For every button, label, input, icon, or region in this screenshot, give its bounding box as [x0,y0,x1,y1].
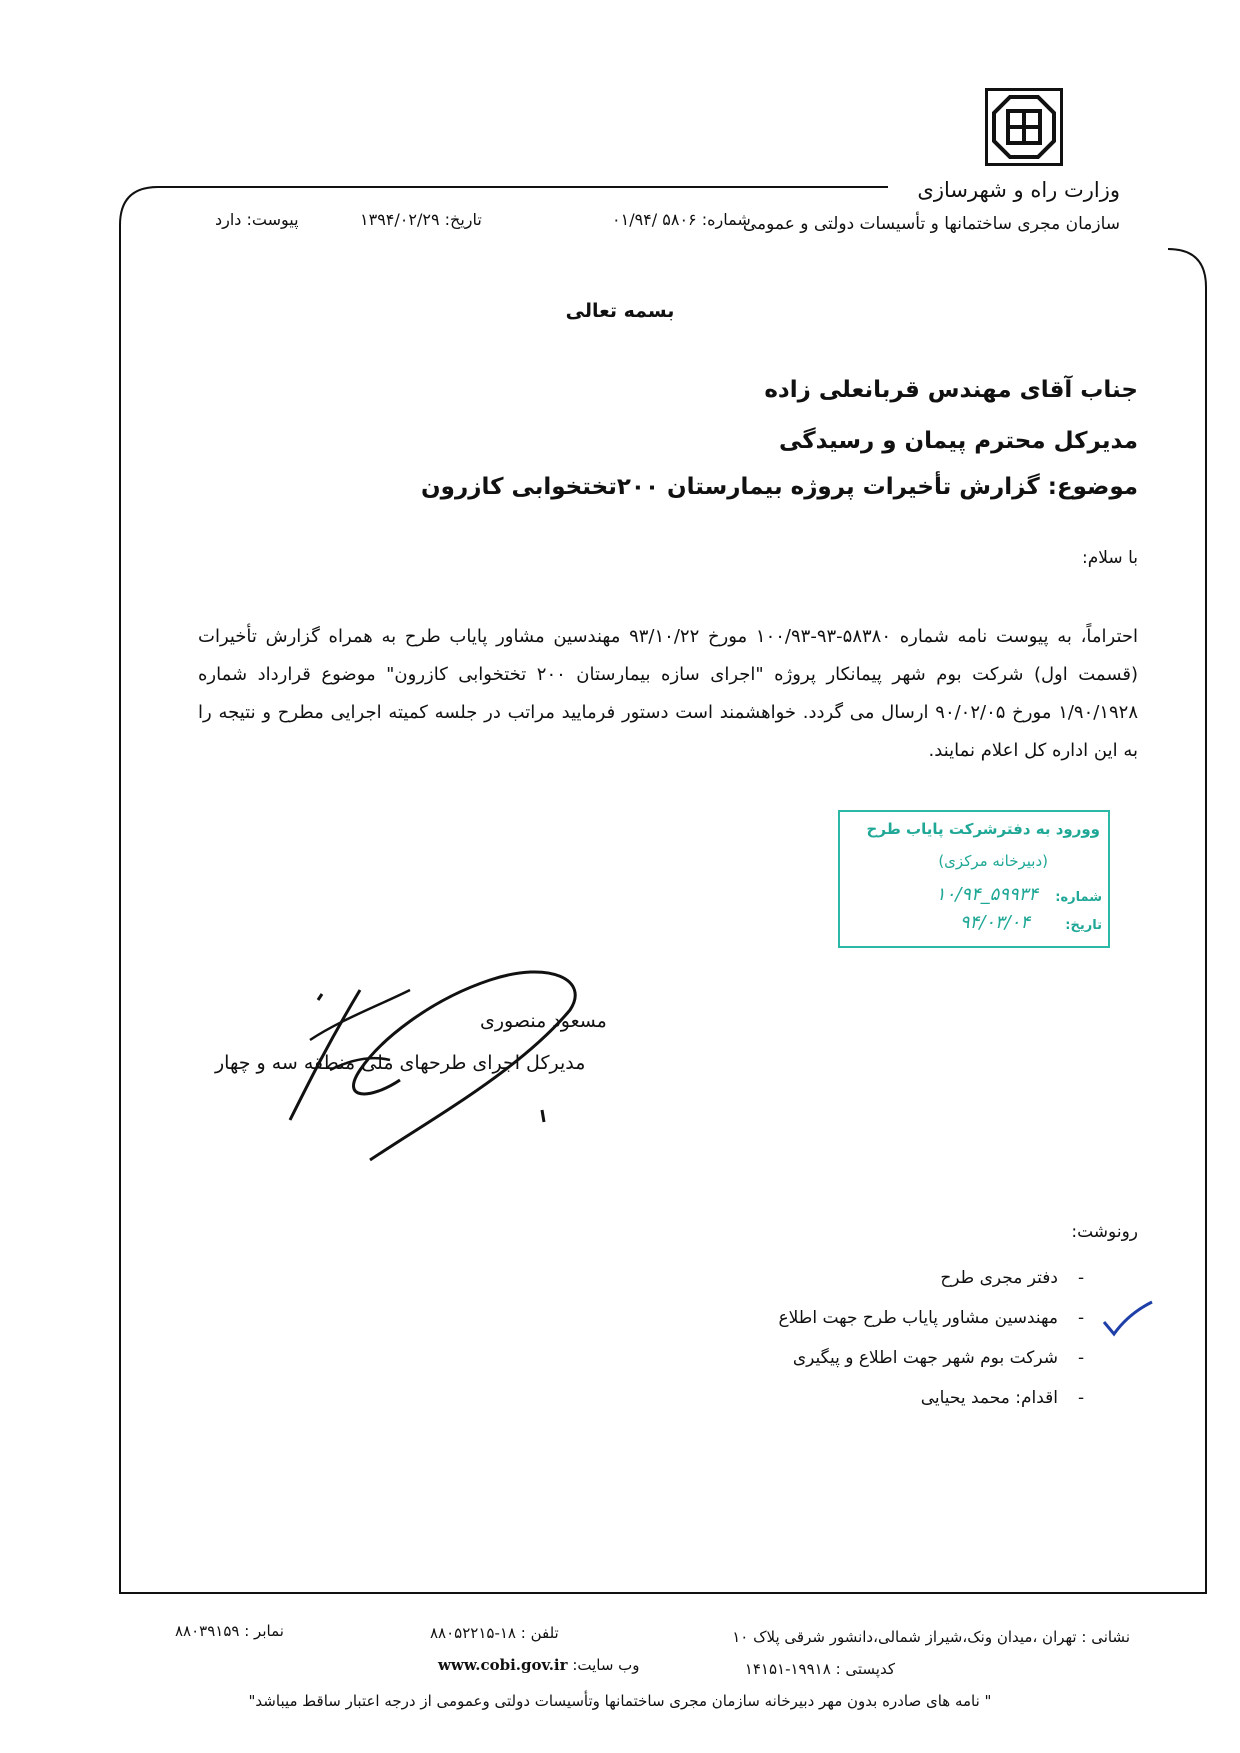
footer-fax: نمابر : ۸۸۰۳۹۱۵۹ [175,1622,284,1640]
stamp-number-label: شماره: [1055,890,1102,905]
footer-website-link[interactable]: www.cobi.gov.ir [438,1656,568,1674]
letter-number: شماره: ۵۸۰۶ /۰۱/۹۴ [612,210,751,229]
stamp-title: وورود به دفترشرکت پایاب طرح [866,820,1100,838]
cc-bullet: - [1078,1388,1085,1408]
letter-body: احتراماً، به پیوست نامه شماره ۵۸۳۸۰-۹۳-۱۰۰/۹۳ مورخ ۹۳/۱۰/۲۲ مهندسین مشاور پایاب طرح به همراه گزارش تأخیرات (قسمت اول) شرکت بوم شهر پیمانکار پروژه "اجرای سازه بیمارستان ۲۰۰ تختخوابی کازرون" موضوع قرارداد شماره ۱/۹۰/۱۹۲۸ مورخ ۹۰/۰۲/۰۵ ارسال می گردد. خواهشمند است دستور فرمایید مراتب در جلسه کمیته اجرایی مطرح و نتیجه را به این اداره کل اعلام نمایند. [198,626,1139,761]
footer-address: نشانی : تهران ،میدان ونک،شیراز شمالی،دانشور شرقی پلاک ۱۰ [732,1628,1130,1646]
stamp-subtitle: (دبیرخانه مرکزی) [938,852,1048,870]
greeting: با سلام: [1082,548,1138,568]
organization-name: سازمان مجری ساختمانها و تأسیسات دولتی و عمومی [742,214,1120,234]
cc-item: مهندسین مشاور پایاب طرح جهت اطلاع [778,1308,1058,1328]
cc-item: اقدام: محمد یحیایی [920,1388,1058,1408]
addressee-title: مدیرکل محترم پیمان و رسیدگی [779,428,1138,454]
letter-subject: موضوع: گزارش تأخیرات پروژه بیمارستان ۲۰۰تختخوابی کازرون [421,474,1138,500]
organization-logo [985,88,1063,166]
footer-postal-code: کدپستی : ۱۹۹۱۸-۱۴۱۵۱ [744,1660,895,1678]
footer-website-label: وب سایت: [572,1656,640,1674]
basmala: بسمه تعالی [565,300,675,322]
cc-item: دفتر مجری طرح [940,1268,1058,1288]
stamp-number: ۵۹۹۳۴_۱۰/۹۴ [935,884,1038,905]
addressee-name: جناب آقای مهندس قربانعلی زاده [764,377,1138,403]
footer-website [438,1656,640,1674]
cc-title: رونوشت: [1071,1222,1138,1242]
signer-title: مدیرکل اجرای طرحهای ملی منطقه سه و چهار [215,1052,586,1074]
receipt-stamp [838,810,1110,948]
checkmark-icon [1100,1300,1155,1340]
footer-note: " نامه های صادره بدون مهر دبیرخانه سازمان مجری ساختمانها وتأسیسات دولتی وعمومی از درجه اعتبار ساقط میباشد" [248,1692,992,1710]
ministry-name: وزارت راه و شهرسازی [917,178,1120,202]
cc-item: شرکت بوم شهر جهت اطلاع و پیگیری [792,1348,1058,1368]
signer-name: مسعود منصوری [480,1010,607,1032]
cc-bullet: - [1078,1348,1085,1368]
cc-bullet: - [1078,1268,1085,1288]
footer-phone: تلفن : ۱۸-۸۸۰۵۲۲۱۵ [430,1624,559,1642]
stamp-date-label: تاریخ: [1065,918,1102,933]
letter-date: تاریخ: ۱۳۹۴/۰۲/۲۹ [360,210,482,229]
stamp-date: ۹۴/۰۳/۰۴ [959,912,1030,933]
cc-bullet: - [1078,1308,1085,1328]
letter-attachment: پیوست: دارد [215,210,299,229]
